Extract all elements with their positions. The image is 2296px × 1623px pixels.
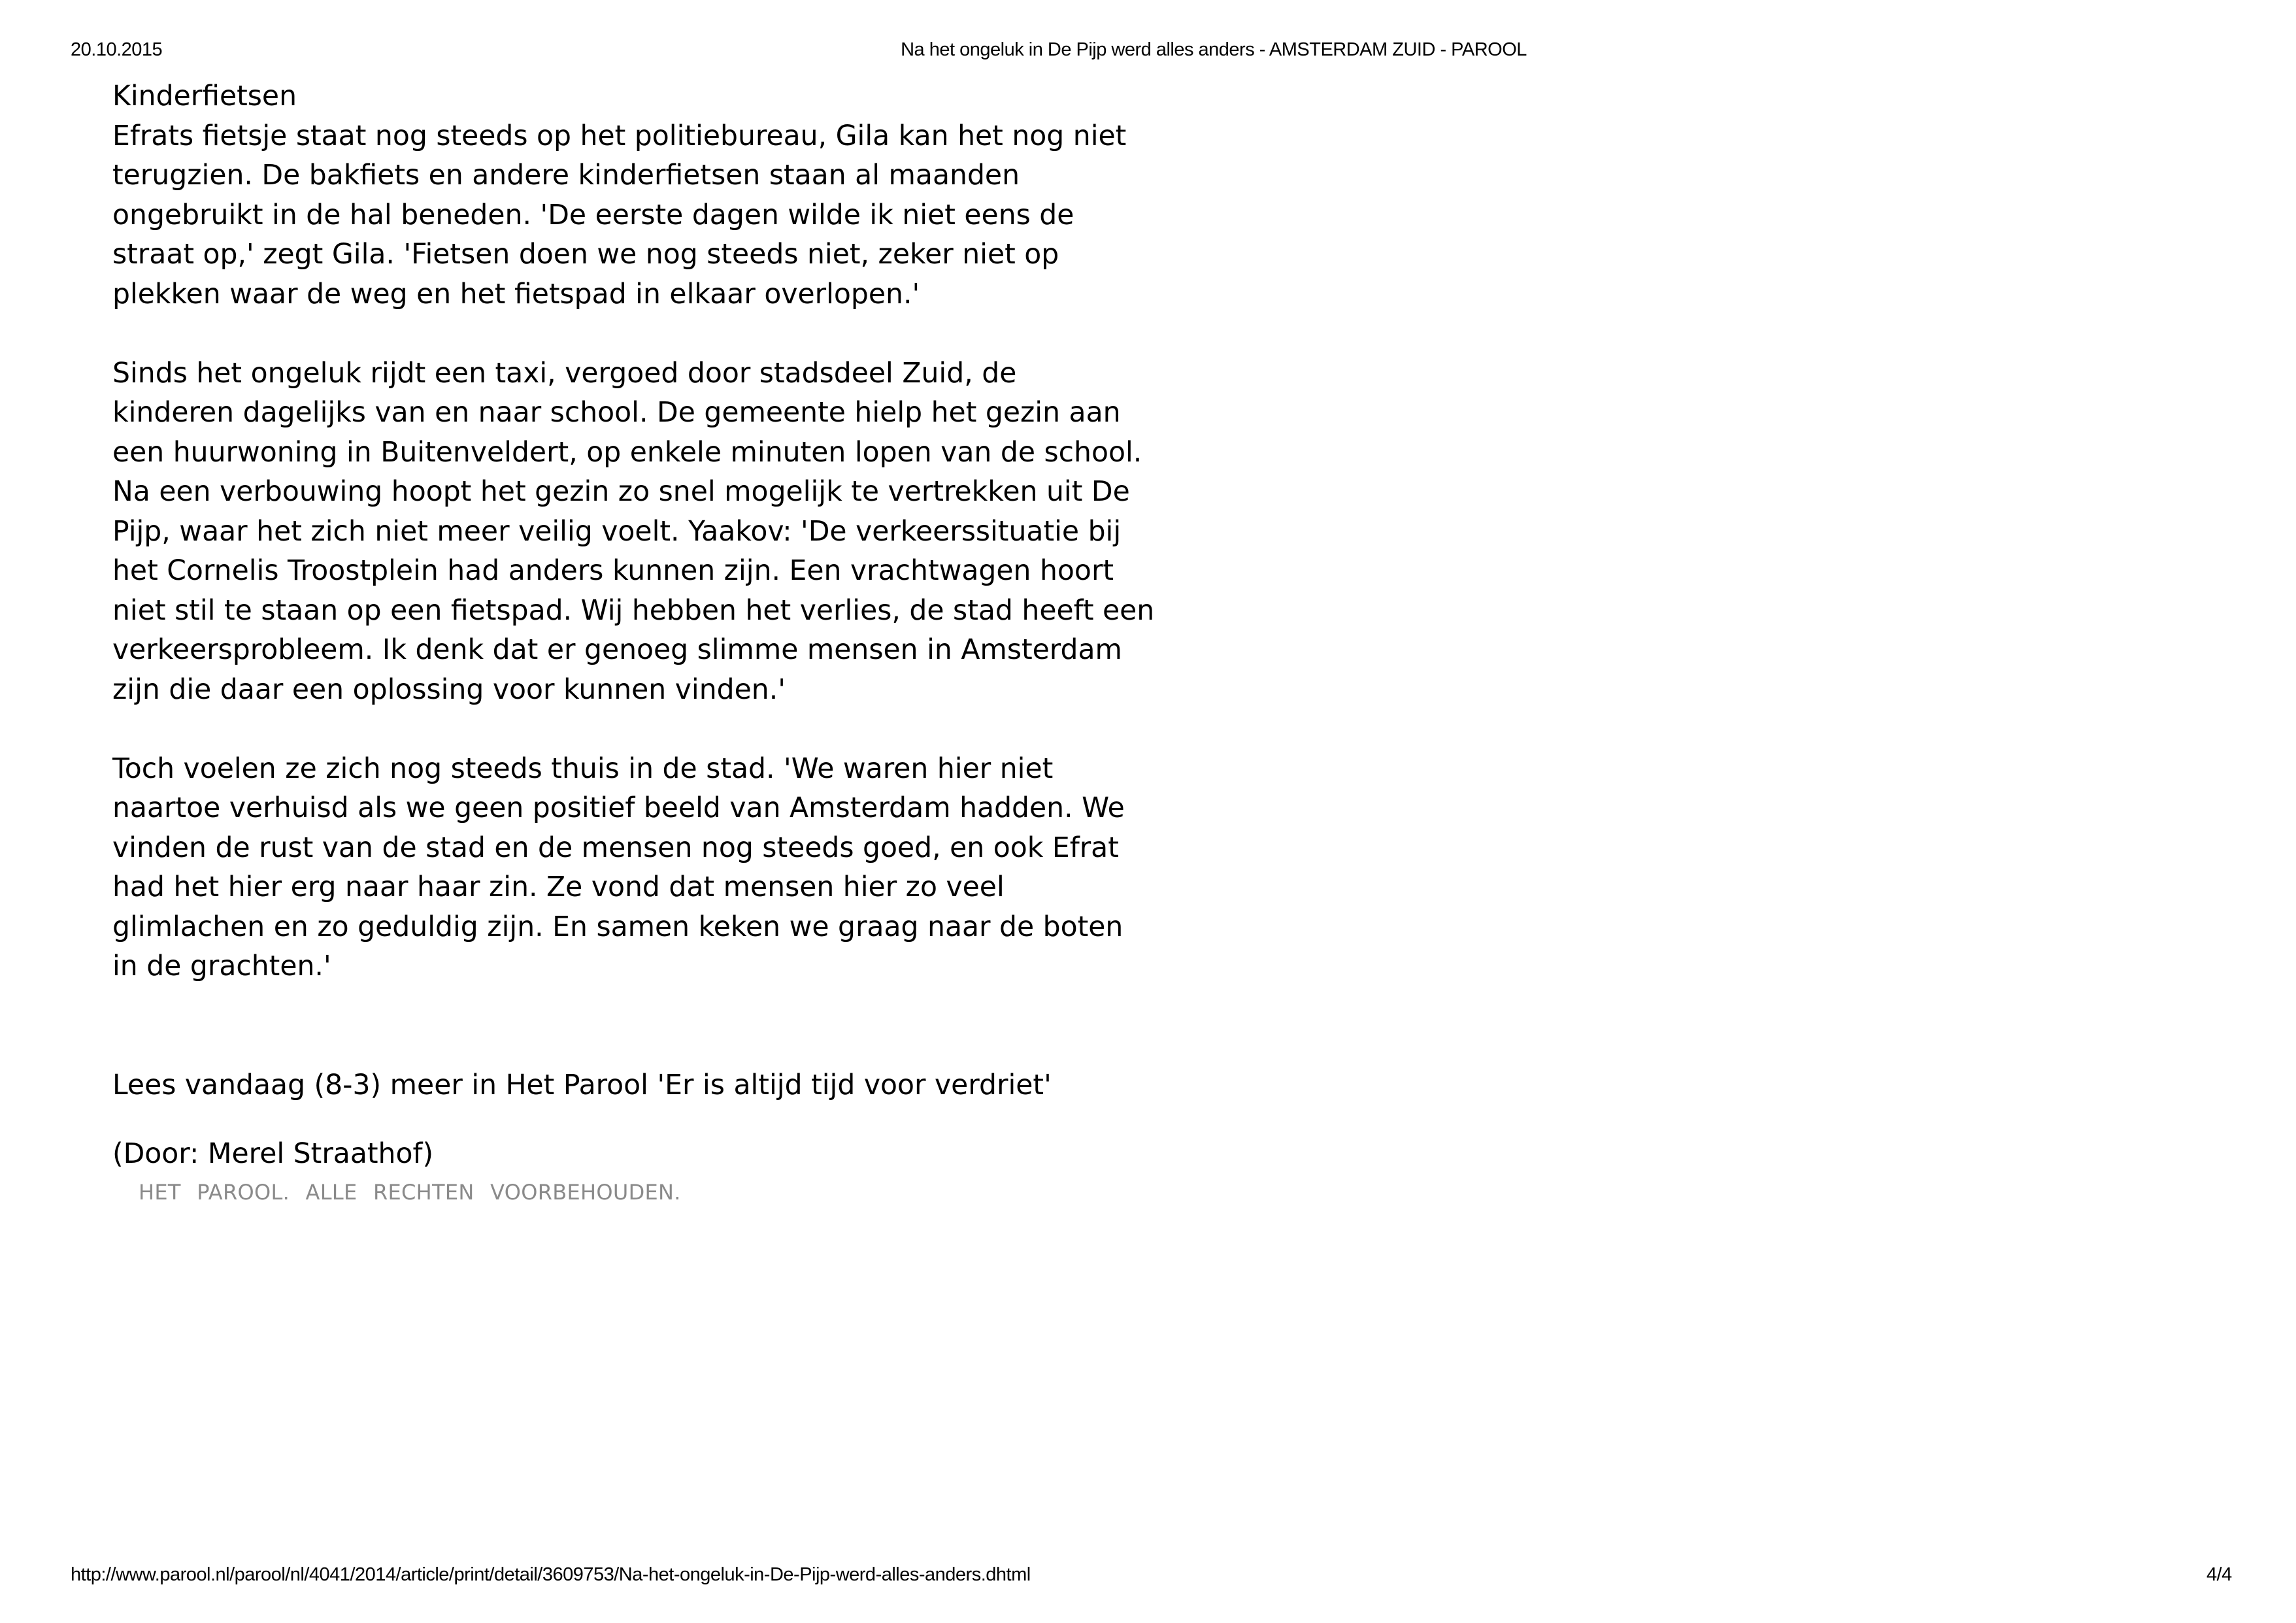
read-more-note: Lees vandaag (8-3) meer in Het Parool 'Er is altijd tijd voor verdriet' xyxy=(112,1069,1052,1101)
article-paragraph: Efrats fietsje staat nog steeds op het politiebureau, Gila kan het nog niet terugzien. De bakfiets en andere kinderfietsen staan al maanden ongebruikt in de hal beneden. 'De eerste dagen wilde ik niet eens de straat op,' zegt Gila. 'Fietsen doen we nog steeds niet, zeker niet op plekken waar de weg en het fietspad in elkaar overlopen.' xyxy=(112,120,1127,310)
paragraph-spacer xyxy=(112,710,1223,750)
article-subheading: Kinderfietsen xyxy=(112,80,297,112)
print-page-title: Na het ongeluk in De Pijp werd alles anders - AMSTERDAM ZUID - PAROOL xyxy=(901,39,1527,60)
paragraph-spacer xyxy=(112,1105,1223,1135)
article-byline: (Door: Merel Straathof) xyxy=(112,1138,434,1170)
print-footer xyxy=(0,1564,2296,1590)
print-header xyxy=(0,39,2296,65)
article-paragraph: Toch voelen ze zich nog steeds thuis in de stad. 'We waren hier niet naartoe verhuisd als we geen positief beeld van Amsterdam hadden. We vinden de rust van de stad en de mensen nog steeds goed, en ook Efrat had het hier erg naar haar zin. Ze vond dat mensen hier zo veel glimlachen en zo geduldig zijn. En samen keken we graag naar de boten in de grachten.' xyxy=(112,752,1125,982)
article-body xyxy=(112,77,1223,1175)
copyright-notice: HET PAROOL. ALLE RECHTEN VOORBEHOUDEN. xyxy=(139,1180,681,1205)
paragraph-spacer xyxy=(112,987,1223,1066)
article-paragraph: Sinds het ongeluk rijdt een taxi, vergoed door stadsdeel Zuid, de kinderen dagelijks van en naar school. De gemeente hielp het gezin aan een huurwoning in Buitenveldert, op enkele minuten lopen van de school. Na een verbouwing hoopt het gezin zo snel mogelijk te vertrekken uit De Pijp, waar het zich niet meer veilig voelt. Yaakov: 'De verkeerssituatie bij het Cornelis Troostplein had anders kunnen zijn. Een vrachtwagen hoort niet stil te staan op een fietspad. Wij hebben het verlies, de stad heeft een verkeersprobleem. Ik denk dat er genoeg slimme mensen in Amsterdam zijn die daar een oplossing voor kunnen vinden.' xyxy=(112,357,1155,706)
print-date: 20.10.2015 xyxy=(71,39,163,60)
paragraph-spacer xyxy=(112,314,1223,354)
page-number: 4/4 xyxy=(2206,1564,2232,1585)
print-url: http://www.parool.nl/parool/nl/4041/2014/article/print/detail/3609753/Na-het-ongeluk-in-De-Pijp-werd-alles-anders.dhtml xyxy=(71,1564,1031,1585)
